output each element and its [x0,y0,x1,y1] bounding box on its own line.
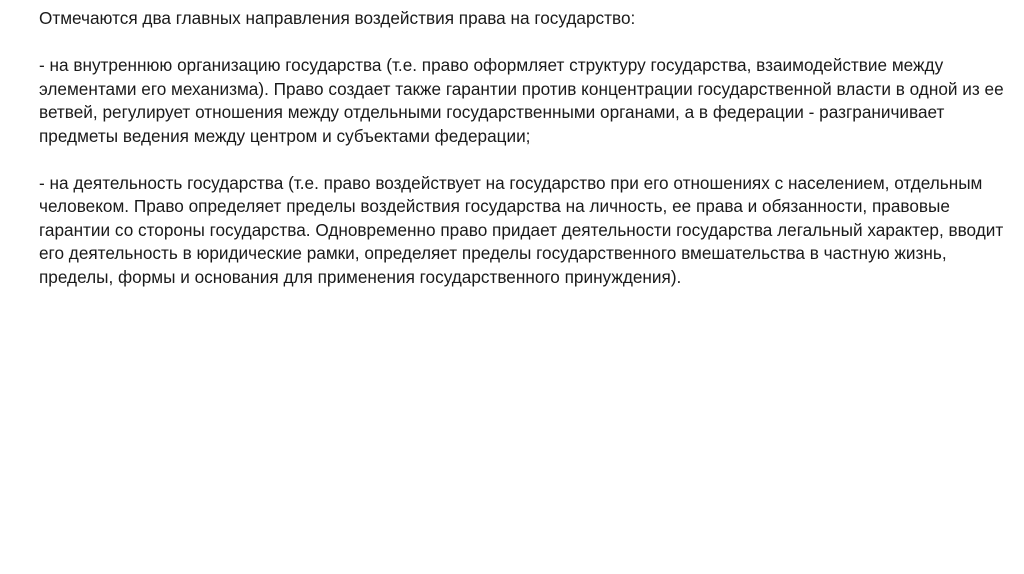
spacer [39,31,1004,55]
intro-text: Отмечаются два главных направления воздействия права на государство: [39,8,636,28]
text-body [39,7,1004,289]
paragraph-internal-organization: - на внутреннюю организацию государства (т.е. право оформляет структуру государства, взаимодействие между элементами его механизма). Право создает также гарантии против концентрации государственной власти в одной из ее ветвей, регулирует отношения между отдельными государственными органами, а в федерации - разграничивает предметы ведения между центром и субъектами федерации; [39,55,1004,146]
spacer [39,148,1004,172]
paragraph-state-activity: - на деятельность государства (т.е. право воздействует на государство при его отношениях с населением, отдельным человеком. Право определяет пределы воздействия государства на личность, ее права и обязанности, правовые гарантии со стороны государства. Одновременно право придает деятельности государства легальный характер, вводит его деятельность в юридические рамки, определяет пределы государственного вмешательства в частную жизнь, пределы, формы и основания для применения государственного принуждения). [39,172,1004,287]
